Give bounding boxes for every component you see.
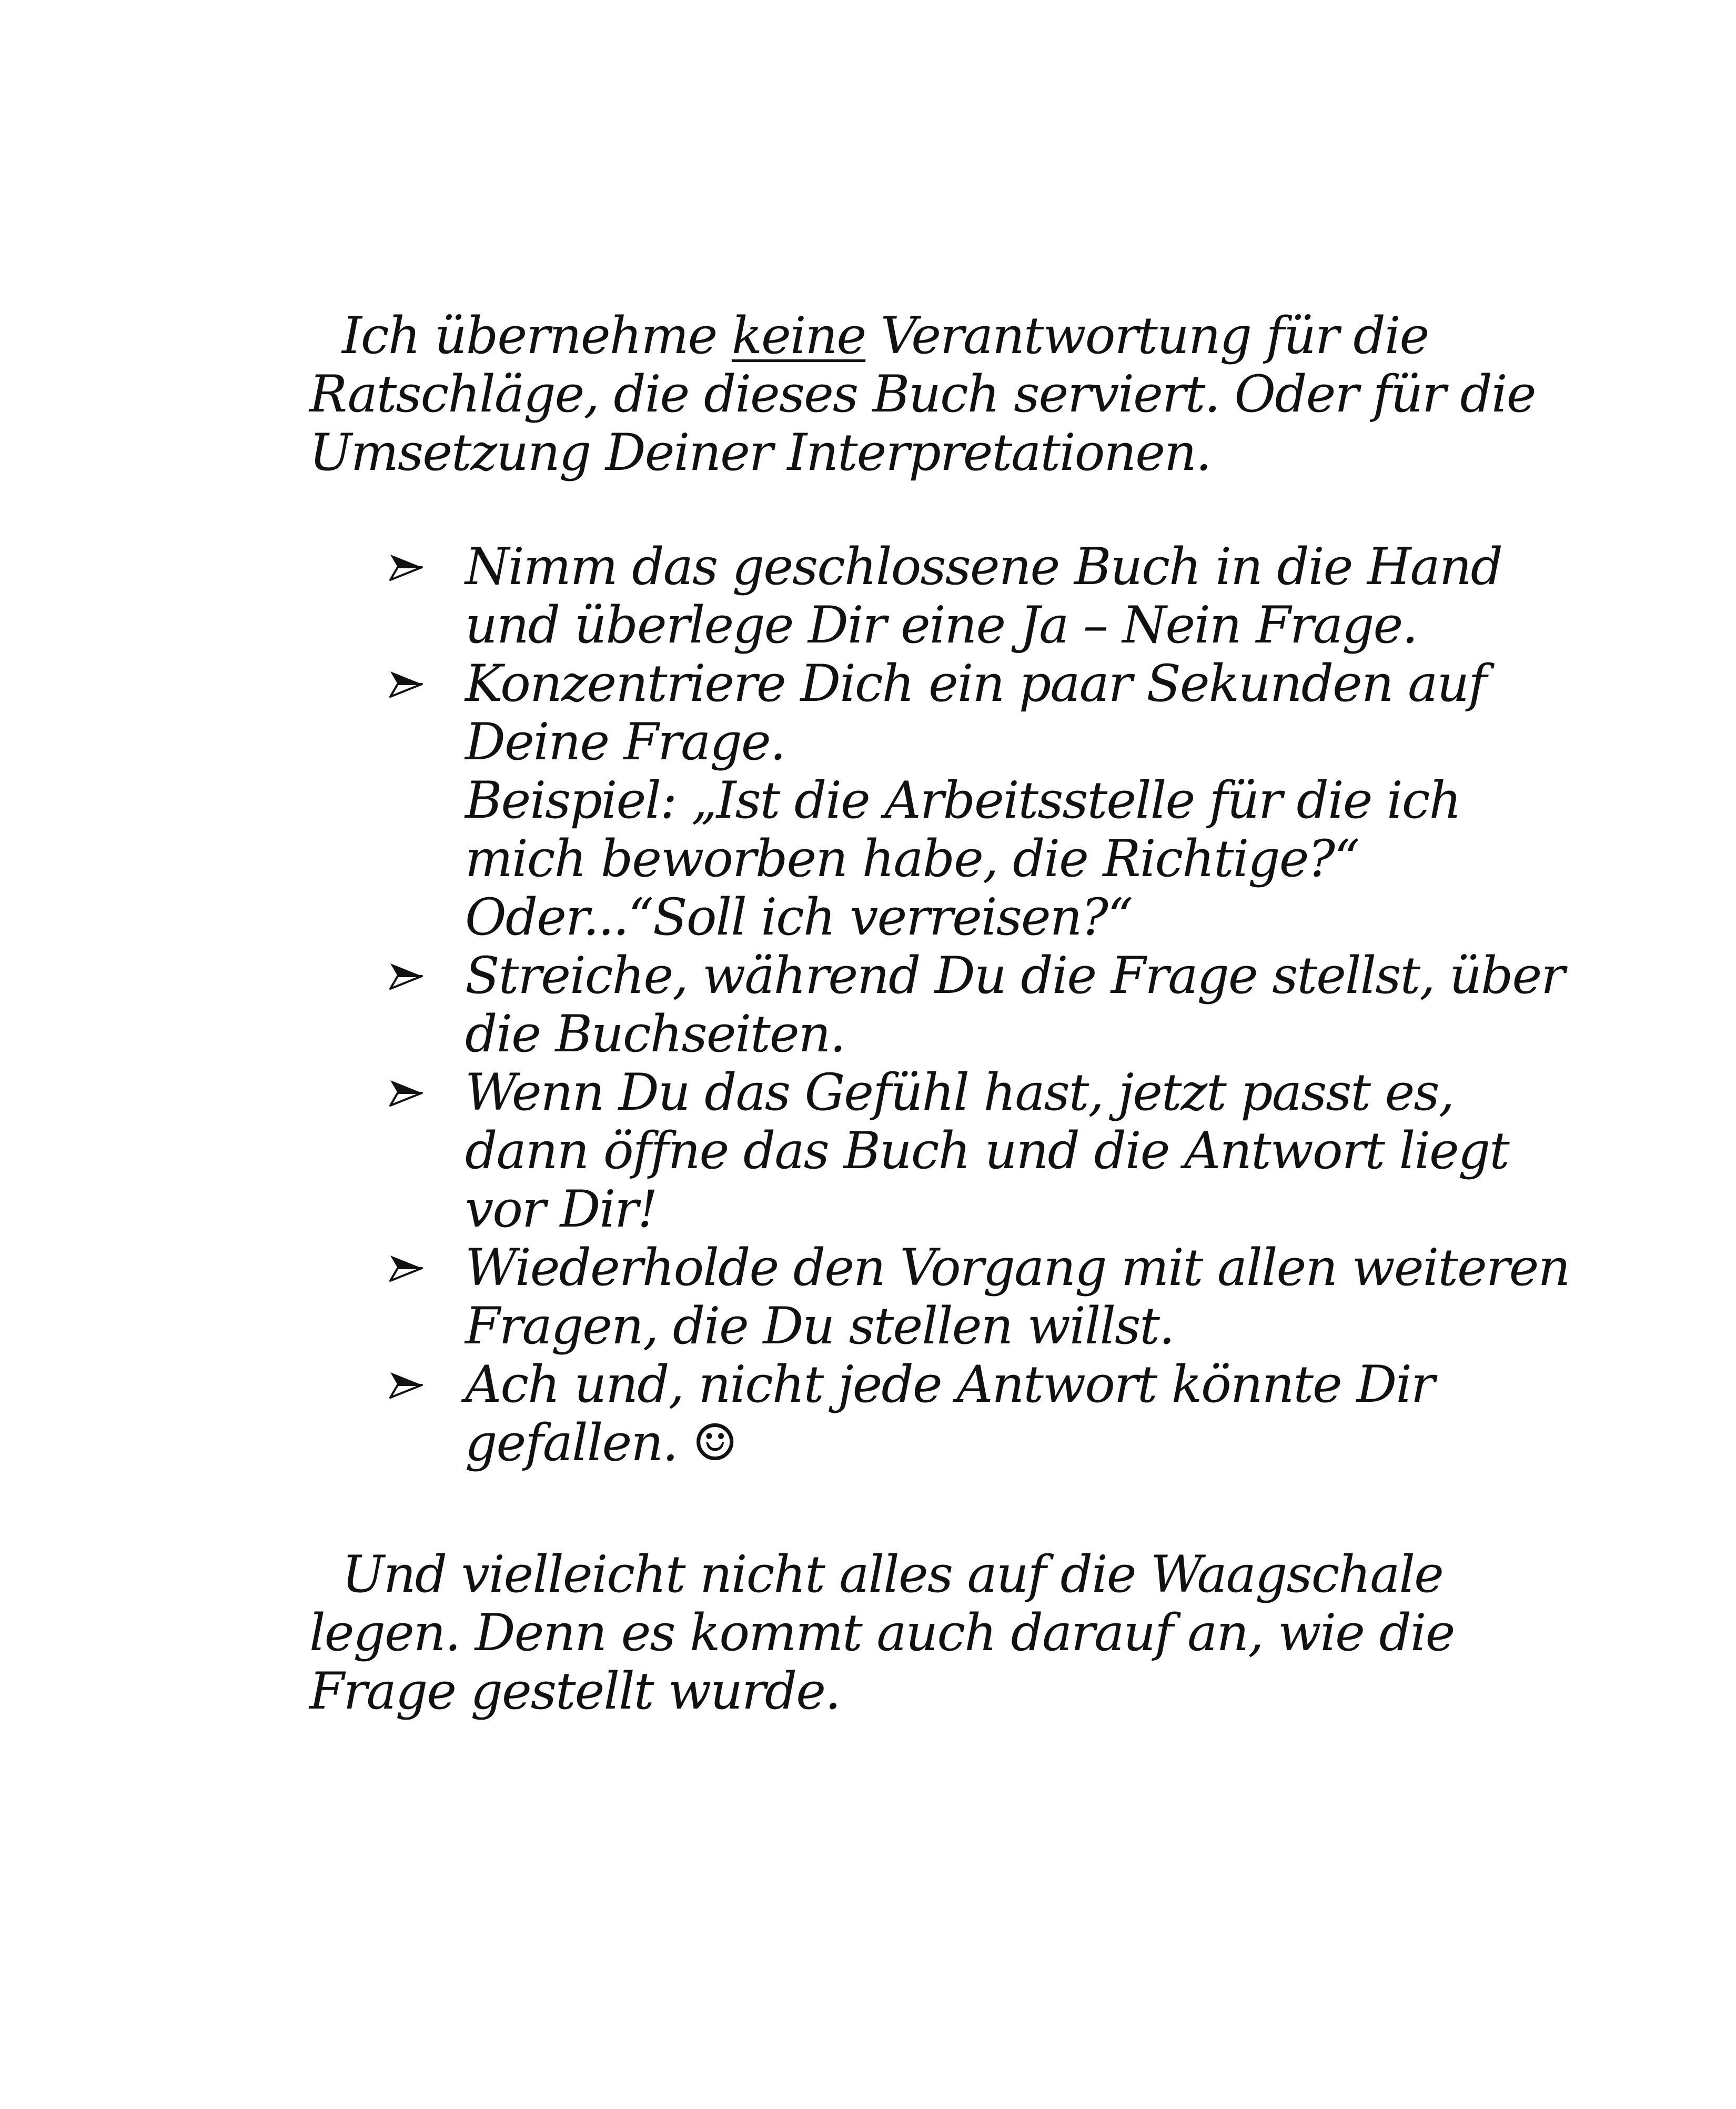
- instruction-line: Fragen, die Du stellen willst.: [465, 1297, 1174, 1355]
- instruction-line: Nimm das geschlossene Buch in die Hand: [465, 537, 1502, 596]
- instruction-line: Konzentriere Dich ein paar Sekunden auf: [465, 654, 1486, 713]
- instruction-line: Deine Frage.: [465, 712, 785, 771]
- instruction-line: Beispiel: „Ist die Arbeitsstelle für die ich: [465, 771, 1461, 830]
- intro-line-1-start: Ich übernehme: [342, 306, 732, 365]
- closing-paragraph: [309, 1545, 1456, 1721]
- instruction-line: dann öffne das Buch und die Antwort liegt: [465, 1121, 1509, 1180]
- instruction-line: die Buchseiten.: [465, 1005, 845, 1063]
- intro-line-3: Umsetzung Deiner Interpretationen.: [309, 423, 1211, 482]
- instruction-line: Wenn Du das Gefühl hast, jetzt passt es,: [465, 1063, 1454, 1122]
- instruction-line: Wiederholde den Vorgang mit allen weiteren: [465, 1238, 1570, 1297]
- instruction-item: [389, 1355, 1494, 1472]
- instruction-item: [389, 1063, 1509, 1239]
- instruction-line: mich beworben habe, die Richtige?“: [465, 829, 1359, 888]
- closing-line-1: Und vielleicht nicht alles auf die Waagschale: [342, 1545, 1443, 1604]
- instruction-item: [389, 655, 1494, 947]
- arrowhead-bullet-icon: [389, 1371, 423, 1399]
- closing-line-2: legen. Denn es kommt auch darauf an, wie die: [309, 1603, 1455, 1662]
- arrowhead-bullet-icon: [389, 670, 423, 698]
- intro-line-1-end: Verantwortung für die: [865, 306, 1429, 365]
- instruction-item: [389, 537, 1502, 655]
- instruction-line: Streiche, während Du die Frage stellst, über: [465, 946, 1565, 1005]
- instruction-line: Ach und, nicht jede Antwort könnte Dir: [465, 1355, 1434, 1414]
- instruction-line: gefallen. ☺: [465, 1413, 737, 1472]
- instruction-line: und überlege Dir eine Ja – Nein Frage.: [465, 596, 1417, 655]
- intro-line-2: Ratschläge, die dieses Buch serviert. Oder für die: [309, 365, 1536, 424]
- emphasis-keine: keine: [731, 306, 866, 365]
- instruction-line: vor Dir!: [465, 1180, 657, 1239]
- intro-line-1: [309, 307, 1456, 365]
- instruction-item: [389, 946, 1565, 1063]
- arrowhead-bullet-icon: [389, 554, 423, 581]
- instruction-item: [389, 1238, 1570, 1355]
- instruction-line: Oder...“Soll ich verreisen?“: [465, 888, 1133, 947]
- closing-line-3: Frage gestellt wurde.: [309, 1662, 840, 1721]
- arrowhead-bullet-icon: [389, 1254, 423, 1282]
- arrowhead-bullet-icon: [389, 962, 423, 990]
- intro-paragraph: [309, 306, 1536, 482]
- arrowhead-bullet-icon: [389, 1079, 423, 1107]
- instruction-list: [389, 537, 1570, 1472]
